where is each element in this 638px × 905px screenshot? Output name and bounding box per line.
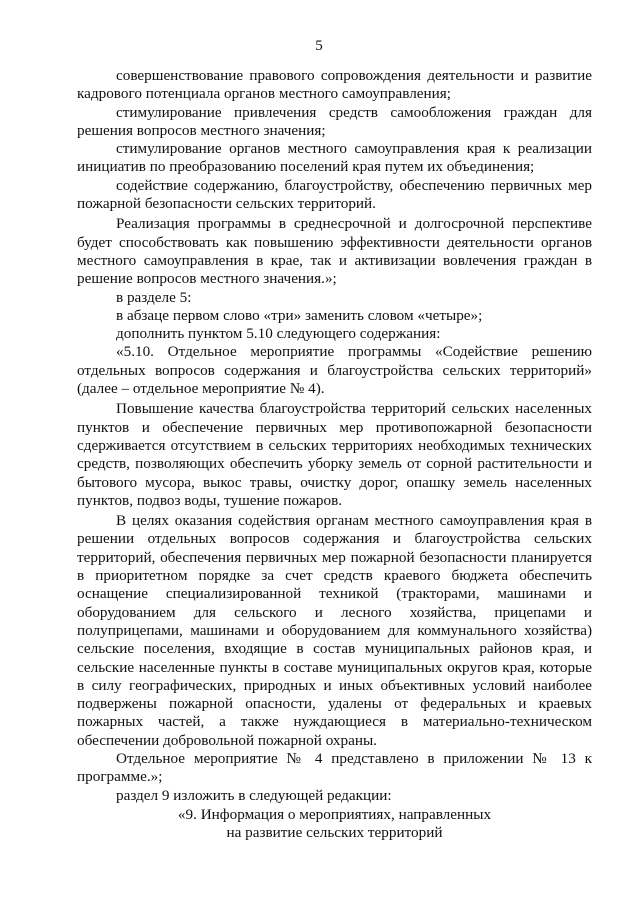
paragraph: Реализация программы в среднесрочной и долгосрочной перспективе будет способствовать как повышению эффективности деятельности органов местного самоуправления в крае, так и активизации вовлечения граждан в решение вопросов местного значения.»; [77,215,592,288]
paragraph: содействие содержанию, благоустройству, обеспечению первичных мер пожарной безопасности сельских территорий. [77,176,592,213]
paragraph: в абзаце первом слово «три» заменить словом «четыре»; [116,306,483,324]
paragraph: Отдельное мероприятие № 4 представлено в приложении № 13 к программе.»; [77,749,592,786]
paragraph: дополнить пунктом 5.10 следующего содержания: [116,325,441,343]
section-heading-line-2: на развитие сельских территорий [226,824,443,842]
paragraph: совершенствование правового сопровождения деятельности и развитие кадрового потенциала органов местного самоуправления; [77,67,592,103]
section-heading [77,806,592,843]
document-body [77,67,592,842]
section-heading-line-1: «9. Информация о мероприятиях, направленных [177,805,492,823]
paragraph: «5.10. Отдельное мероприятие программы «Содействие решению отдельных вопросов содержания и благоустройства сельских территорий» (далее – отдельное мероприятие № 4). [77,343,592,398]
paragraph: Повышение качества благоустройства территорий сельских населенных пунктов и обеспечение первичных мер противопожарной безопасности сдерживается отсутствием в сельских территориях необходимых технических средств, позволяющих обеспечить уборку земель от сорной растительности и бытового мусора, выкос травы, очистку дорог, опашку земель населенных пунктов, подвоз воды, тушение пожаров. [77,400,592,509]
page-number: 5 [315,38,323,54]
paragraph: стимулирование привлечения средств самообложения граждан для решения вопросов местного значения; [77,103,592,139]
paragraph: В целях оказания содействия органам местного самоуправления края в решении отдельных вопросов содержания и благоустройства сельских территорий, обеспечения первичных мер пожарной безопасности планируется в приоритетном порядке за счет средств краевого бюджета обеспечить оснащение специализированной техникой (тракторами, машинами и оборудованием для сельского и лесного хозяйства, прицепами и полуприцепами, машинами и оборудованием для коммунального хозяйства) сельские поселения, входящие в состав муниципальных районов края, и сельские населенные пункты в составе муниципальных округов края, которые в силу географических, природных и иных объективных условий наиболее подвержены пожарной опасности, удалены от федеральных и краевых пожарных частей, а также нуждающиеся в материально-техническом обеспечении добровольной пожарной охраны. [77,512,592,749]
paragraph: раздел 9 изложить в следующей редакции: [116,786,392,804]
paragraph: стимулирование органов местного самоуправления края к реализации инициатив по преобразованию поселений края путем их объединения; [77,140,592,176]
paragraph: в разделе 5: [116,288,192,306]
